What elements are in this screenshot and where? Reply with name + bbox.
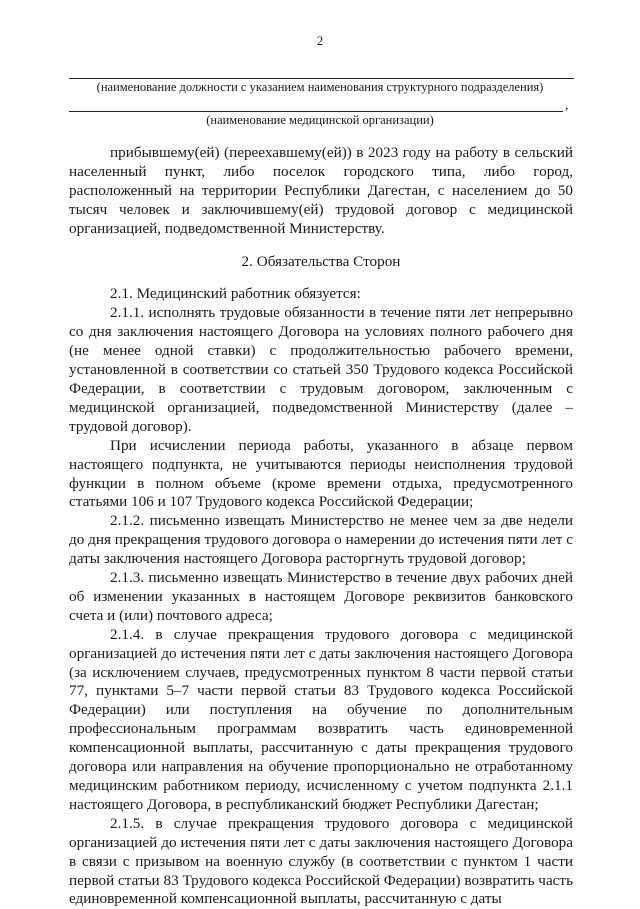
organization-comma: , [565, 98, 569, 113]
organization-caption: (наименование медицинской организации) [206, 113, 434, 127]
intro-paragraph: прибывшему(ей) (переехавшему(ей)) в 2023 году на работу в сельский населенный пункт, либо поселок городского типа, либо город, расположенный на территории Республики Дагестан, с населением до 50 тысяч человек и заключившему(ей) трудовой договор с медицинской организацией, подведомственной Министерству. [69, 144, 573, 237]
paragraph-2-1-1: 2.1.1. исполнять трудовые обязанности в течение пяти лет непрерывно со дня заключения настоящего Договора на условиях полного рабочего дня (не менее одной ставки) с продолжительностью рабочего времени, установленной в соответствии со статьей 350 Трудового кодекса Российской Федерации, в соответствии с трудовым договором, заключенным с медицинской организацией, подведомственной Министерству (далее – трудовой договор). [69, 304, 573, 435]
paragraph-period-note: При исчислении периода работы, указанного в абзаце первом настоящего подпункта, не учитываются периоды неисполнения трудовой функции в полном объеме (кроме времени отдыха, предусмотренного статьями 106 и 107 Трудового кодекса Российской Федерации; [69, 436, 573, 511]
document-body [69, 144, 573, 909]
paragraph-2-1-3: 2.1.3. письменно извещать Министерство в течение двух рабочих дней об изменении указанных в настоящем Договоре реквизитов банковского счета и (или) почтового адреса; [69, 569, 573, 624]
paragraph-2-1-4: 2.1.4. в случае прекращения трудового договора с медицинской организацией до истечения пяти лет с даты заключения настоящего Договора (за исключением случаев, предусмотренных пунктом 8 части первой статьи 77, пунктами 5–7 части первой статьи 83 Трудового кодекса Российской Федерации) или поступления на обучение по дополнительным профессиональным программам возвратить часть единовременной компенсационной выплаты, рассчитанную с даты прекращения трудового договора или направления на обучение пропорционально не отработанному медицинским работником периоду, исчисленному с учетом подпункта 2.1.1 настоящего Договора, в республиканский бюджет Республики Дагестан; [69, 625, 573, 813]
position-caption: (наименование должности с указанием наименования структурного подразделения) [96, 80, 544, 94]
paragraph-2-1: 2.1. Медицинский работник обязуется: [110, 285, 361, 303]
organization-line [69, 111, 563, 112]
position-line [69, 78, 574, 79]
paragraph-2-1-5: 2.1.5. в случае прекращения трудового договора с медицинской организацией до истечения пяти лет с даты заключения настоящего Договора в связи с призывом на военную службу (в соответствии с пунктом 1 части первой статьи 83 Трудового кодекса Российской Федерации) возвратить часть единовременной компенсационной выплаты, рассчитанную с даты [69, 814, 573, 908]
section-title: 2. Обязательства Сторон [241, 252, 401, 270]
page-number: 2 [316, 33, 324, 48]
paragraph-2-1-2: 2.1.2. письменно извещать Министерство не менее чем за две недели до дня прекращения трудового договора о намерении до истечения пяти лет с даты заключения настоящего Договора расторгнуть трудовой договор; [69, 512, 573, 568]
